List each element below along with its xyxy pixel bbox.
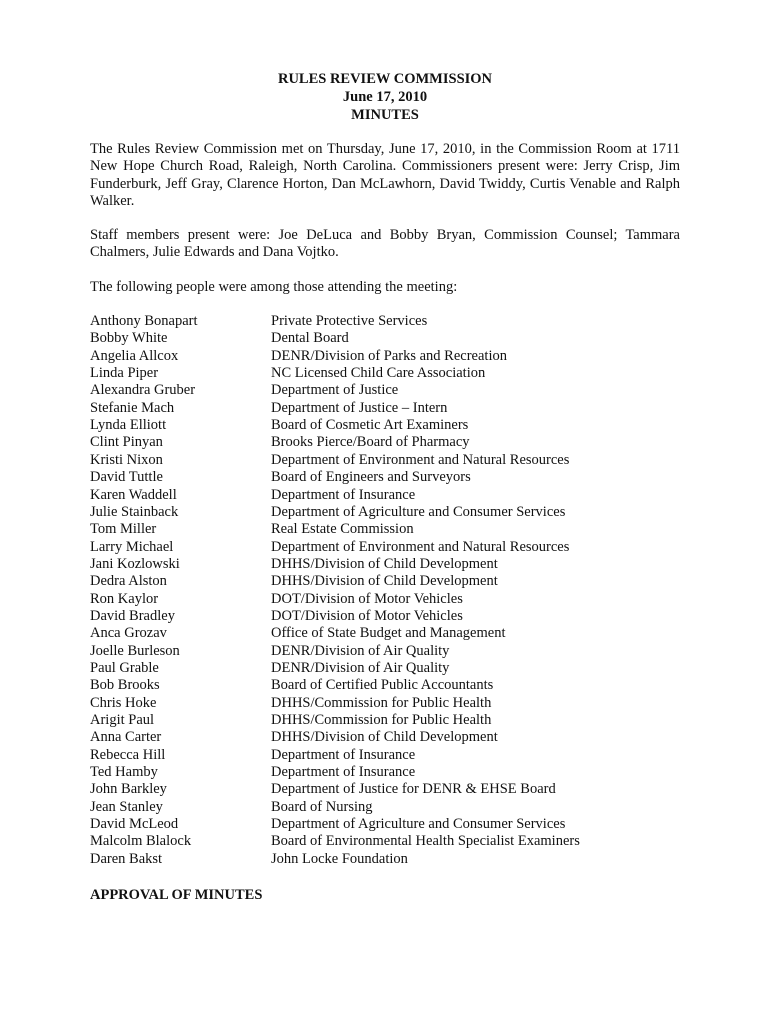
document-page [90,70,680,904]
attendee-organization: NC Licensed Child Care Association [271,365,486,382]
attendee-row [90,660,680,677]
attendee-organization: John Locke Foundation [271,850,408,867]
attendee-organization: DHHS/Division of Child Development [271,555,498,572]
attendee-organization: Board of Nursing [271,798,373,815]
attendee-row [90,365,680,382]
attendee-row [90,539,680,556]
attendee-name: Kristi Nixon [90,451,163,468]
section-heading-approval-of-minutes: APPROVAL OF MINUTES [90,887,263,904]
attendee-name: Lynda Elliott [90,417,167,434]
attendee-row [90,469,680,486]
attendee-name: Ted Hamby [90,764,158,781]
attendee-name: David Bradley [90,607,175,624]
staff-paragraph: Staff members present were: Joe DeLuca and Bobby Bryan, Commission Counsel; Tammara Chalmers, Julie Edwards and Dana Vojtko. [90,227,680,261]
attendee-name: Ron Kaylor [90,590,159,607]
attendee-name: Anca Grozav [90,625,167,642]
attendee-name: Angelia Allcox [90,347,179,364]
attendee-row [90,348,680,365]
attendee-name: Jani Kozlowski [90,555,180,572]
attendee-row [90,747,680,764]
attendee-row [90,400,680,417]
attendee-organization: DENR/Division of Parks and Recreation [271,347,507,364]
attendee-row [90,452,680,469]
attendee-name: Linda Piper [90,365,159,382]
attendee-name: Stefanie Mach [90,399,175,416]
attendee-name: Rebecca Hill [90,746,166,763]
attendee-organization: Department of Insurance [271,764,416,781]
attendee-organization: DOT/Division of Motor Vehicles [271,607,463,624]
attendee-organization: Office of State Budget and Management [271,625,506,642]
attendee-row [90,573,680,590]
attendee-name: Anthony Bonapart [90,313,198,330]
attendee-name: Bobby White [90,330,168,347]
attendee-row [90,695,680,712]
attendee-organization: Department of Justice [271,382,399,399]
attendee-name: David Tuttle [90,469,163,486]
attendee-organization: Department of Justice – Intern [271,399,448,416]
attendee-organization: DHHS/Commission for Public Health [271,694,492,711]
attendee-row [90,712,680,729]
attendee-name: Dedra Alston [90,573,167,590]
attendee-name: Jean Stanley [90,798,163,815]
attendee-row [90,643,680,660]
attendee-row [90,330,680,347]
attendee-row [90,591,680,608]
attendee-row [90,677,680,694]
attendee-row [90,764,680,781]
attendee-organization: Department of Environment and Natural Resources [271,451,570,468]
attendee-organization: Department of Insurance [271,486,416,503]
attendee-row [90,313,680,330]
intro-paragraph: The Rules Review Commission met on Thursday, June 17, 2010, in the Commission Room at 1711 New Hope Church Road, Raleigh, North Carolina. Commissioners present were: Jerry Crisp, Jim Funderburk, Jeff Gray, Clarence Horton, Dan McLawhorn, David Twiddy, Curtis Venable and Ralph Walker. [90,141,680,209]
document-title: RULES REVIEW COMMISSION [277,71,493,87]
attendee-name: Daren Bakst [90,850,163,867]
attendee-name: Alexandra Gruber [90,382,196,399]
attendee-row [90,816,680,833]
attendee-row [90,434,680,451]
attendee-row [90,504,680,521]
attendee-name: Anna Carter [90,729,162,746]
attendee-name: Malcolm Blalock [90,833,192,850]
attendee-organization: DENR/Division of Air Quality [271,642,450,659]
document-subtitle: MINUTES [351,107,419,123]
attendee-organization: Board of Cosmetic Art Examiners [271,417,469,434]
document-header [90,70,680,124]
attendee-name: Chris Hoke [90,694,157,711]
attendee-name: Arigit Paul [90,711,155,728]
attendee-organization: Department of Insurance [271,746,416,763]
attendee-organization: Real Estate Commission [271,521,414,538]
attendee-name: Joelle Burleson [90,642,180,659]
attendee-row [90,608,680,625]
attendee-organization: Board of Engineers and Surveyors [271,469,471,486]
attendee-row [90,487,680,504]
attendee-organization: DOT/Division of Motor Vehicles [271,590,463,607]
attendee-name: David McLeod [90,816,179,833]
attendee-organization: Private Protective Services [271,313,428,330]
attendee-name: Julie Stainback [90,503,179,520]
attendee-name: Larry Michael [90,538,174,555]
attendee-organization: Department of Agriculture and Consumer Services [271,503,566,520]
attendee-name: John Barkley [90,781,167,798]
attendee-name: Clint Pinyan [90,434,163,451]
attendee-organization: Department of Agriculture and Consumer Services [271,816,566,833]
attendee-organization: DHHS/Division of Child Development [271,573,498,590]
attendee-organization: DHHS/Division of Child Development [271,729,498,746]
attendee-organization: Board of Certified Public Accountants [271,677,494,694]
attendee-organization: DENR/Division of Air Quality [271,659,450,676]
attendee-row [90,729,680,746]
attendee-name: Karen Waddell [90,486,177,503]
attendee-organization: Department of Environment and Natural Resources [271,538,570,555]
attendee-row [90,382,680,399]
attendee-organization: Dental Board [271,330,349,347]
attendee-row [90,556,680,573]
attendee-row [90,833,680,850]
attendee-name: Tom Miller [90,521,157,538]
attendee-organization: Brooks Pierce/Board of Pharmacy [271,434,470,451]
attendees-list [90,313,680,868]
attendee-row [90,417,680,434]
attendee-organization: Department of Justice for DENR & EHSE Board [271,781,556,798]
attendees-intro: The following people were among those attending the meeting: [90,278,458,295]
attendee-name: Bob Brooks [90,677,160,694]
attendee-row [90,521,680,538]
attendee-row [90,781,680,798]
document-date: June 17, 2010 [342,89,428,105]
attendee-row [90,851,680,868]
attendee-name: Paul Grable [90,659,159,676]
attendee-organization: Board of Environmental Health Specialist Examiners [271,833,580,850]
attendee-organization: DHHS/Commission for Public Health [271,711,492,728]
attendee-row [90,625,680,642]
attendee-row [90,799,680,816]
